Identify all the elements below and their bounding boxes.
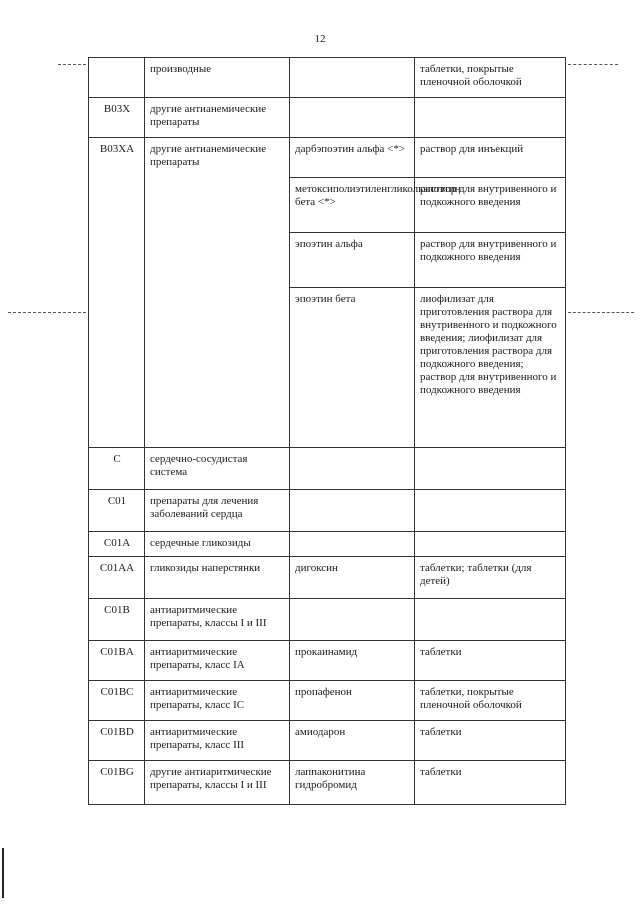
group-name: антиаритмические препараты, класс IA — [145, 641, 290, 681]
group-name: сердечно-сосудистая система — [145, 448, 290, 490]
dosage-form: таблетки; таблетки (для детей) — [415, 557, 566, 599]
substance-name: эпоэтин бета — [290, 288, 415, 448]
substance-name: лаппаконитина гидробромид — [290, 761, 415, 805]
atc-code: C01B — [89, 599, 145, 641]
dosage-form: таблетки — [415, 761, 566, 805]
dosage-form — [415, 448, 566, 490]
substance-name: метоксиполиэтиленгликольэпоэтин бета <*> — [290, 178, 415, 233]
table-row — [89, 98, 566, 138]
group-name: препараты для лечения заболеваний сердца — [145, 490, 290, 532]
group-name: антиаритмические препараты, класс IC — [145, 681, 290, 721]
atc-code: B03X — [89, 98, 145, 138]
atc-code: B03XA — [89, 138, 145, 448]
atc-code — [89, 58, 145, 98]
substance-name: дигоксин — [290, 557, 415, 599]
dosage-form — [415, 532, 566, 557]
table-row — [89, 761, 566, 805]
substance-name — [290, 58, 415, 98]
dosage-form: таблетки — [415, 721, 566, 761]
page-number: 12 — [314, 33, 326, 45]
group-name: другие антианемические препараты — [145, 138, 290, 448]
atc-code: C — [89, 448, 145, 490]
group-name: производные — [145, 58, 290, 98]
substance-name — [290, 490, 415, 532]
atc-code: C01BC — [89, 681, 145, 721]
table-row — [89, 448, 566, 490]
table-row — [89, 557, 566, 599]
atc-code: C01AA — [89, 557, 145, 599]
medicine-table — [88, 57, 566, 805]
substance-name: амиодарон — [290, 721, 415, 761]
table-row — [89, 58, 566, 98]
substance-name: прокаинамид — [290, 641, 415, 681]
dosage-form: раствор для внутривенного и подкожного введения — [415, 233, 566, 288]
group-name: другие антианемические препараты — [145, 98, 290, 138]
substance-name — [290, 448, 415, 490]
dosage-form: таблетки, покрытые пленочной оболочкой — [415, 58, 566, 98]
table-row — [89, 532, 566, 557]
table-row — [89, 721, 566, 761]
scan-dash-mark — [8, 312, 86, 313]
dosage-form: раствор для внутривенного и подкожного введения — [415, 178, 566, 233]
table-row — [89, 138, 566, 178]
group-name: гликозиды наперстянки — [145, 557, 290, 599]
substance-name: дарбэпоэтин альфа <*> — [290, 138, 415, 178]
dosage-form — [415, 490, 566, 532]
substance-name — [290, 532, 415, 557]
atc-code: C01BD — [89, 721, 145, 761]
scan-dash-mark — [568, 64, 618, 65]
substance-name — [290, 599, 415, 641]
scan-edge-mark — [2, 848, 4, 898]
atc-code: C01 — [89, 490, 145, 532]
substance-name — [290, 98, 415, 138]
group-name: антиаритмические препараты, класс III — [145, 721, 290, 761]
group-name: антиаритмические препараты, классы I и III — [145, 599, 290, 641]
atc-code: C01BG — [89, 761, 145, 805]
dosage-form: лиофилизат для приготовления раствора для внутривенного и подкожного введения; лиофилизат для приготовления раствора для подкожного введения; раствор для внутривенного и подкожного введения — [415, 288, 566, 448]
scan-dash-mark — [568, 312, 634, 313]
table-row — [89, 490, 566, 532]
dosage-form — [415, 98, 566, 138]
dosage-form — [415, 599, 566, 641]
table-row — [89, 599, 566, 641]
atc-code: C01BA — [89, 641, 145, 681]
dosage-form: таблетки, покрытые пленочной оболочкой — [415, 681, 566, 721]
table-row — [89, 641, 566, 681]
substance-name: эпоэтин альфа — [290, 233, 415, 288]
group-name: сердечные гликозиды — [145, 532, 290, 557]
atc-code: C01A — [89, 532, 145, 557]
scan-dash-mark — [58, 64, 86, 65]
dosage-form: раствор для инъекций — [415, 138, 566, 178]
table-row — [89, 681, 566, 721]
substance-name: пропафенон — [290, 681, 415, 721]
group-name: другие антиаритмические препараты, классы I и III — [145, 761, 290, 805]
dosage-form: таблетки — [415, 641, 566, 681]
